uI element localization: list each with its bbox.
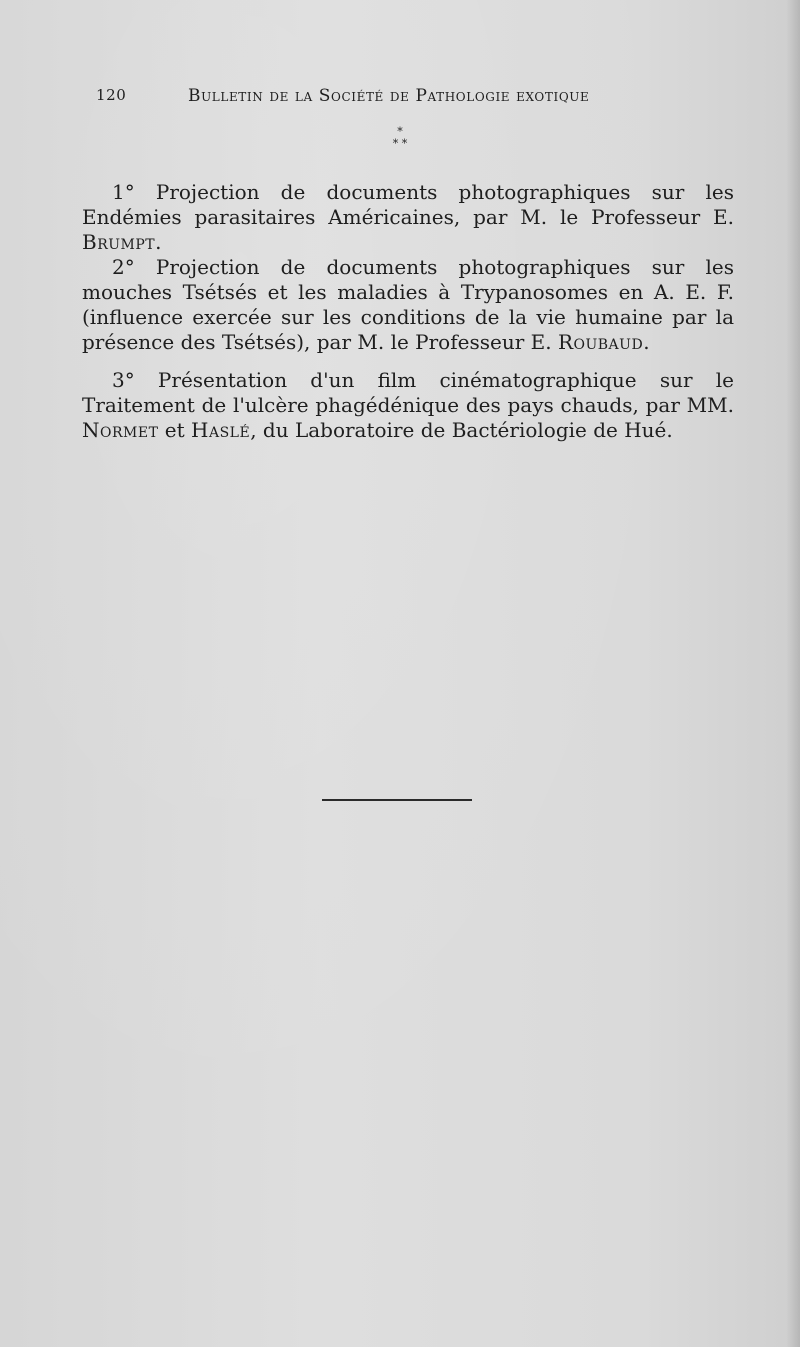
running-title: Bulletin de la Société de Pathologie exotique	[188, 86, 590, 106]
page-number: 120	[96, 86, 127, 104]
paragraph-2-tail: .	[643, 330, 650, 354]
page-edge-shadow	[786, 0, 800, 1347]
paragraph-2-text: 2° Projection de documents photographiques sur les mouches Tsétsés et les maladies à Trypanosomes en A. E. F. (influence exercée sur les conditions de la vie humaine par la présence des Tsétsés), par M. le Professeur E.	[82, 255, 734, 354]
separator-top-star: *	[397, 125, 403, 138]
page-header	[96, 86, 656, 110]
paragraph-2	[82, 255, 734, 355]
separator-bottom-stars: * *	[392, 137, 408, 150]
paragraph-1	[82, 180, 734, 255]
section-separator	[380, 126, 420, 150]
end-rule	[322, 799, 472, 801]
paragraph-1-tail: .	[155, 230, 162, 254]
paragraph-1-text: 1° Projection de documents photographiques sur les Endémies parasitaires Américaines, par M. le Professeur E.	[82, 180, 734, 229]
paragraph-3-text: 3° Présentation d'un film cinématographique sur le Traitement de l'ulcère phagédénique des pays chauds, par MM.	[82, 368, 734, 417]
paragraph-3	[82, 368, 734, 443]
paragraph-2-author: Roubaud	[557, 330, 644, 354]
paragraph-3-mid: et	[158, 418, 192, 442]
paragraph-3-author-1: Normet	[82, 418, 159, 442]
paragraph-3-author-2: Haslé	[191, 418, 251, 442]
paragraph-3-tail: , du Laboratoire de Bactériologie de Hué.	[250, 418, 673, 442]
paragraph-1-author: Brumpt	[82, 230, 156, 254]
